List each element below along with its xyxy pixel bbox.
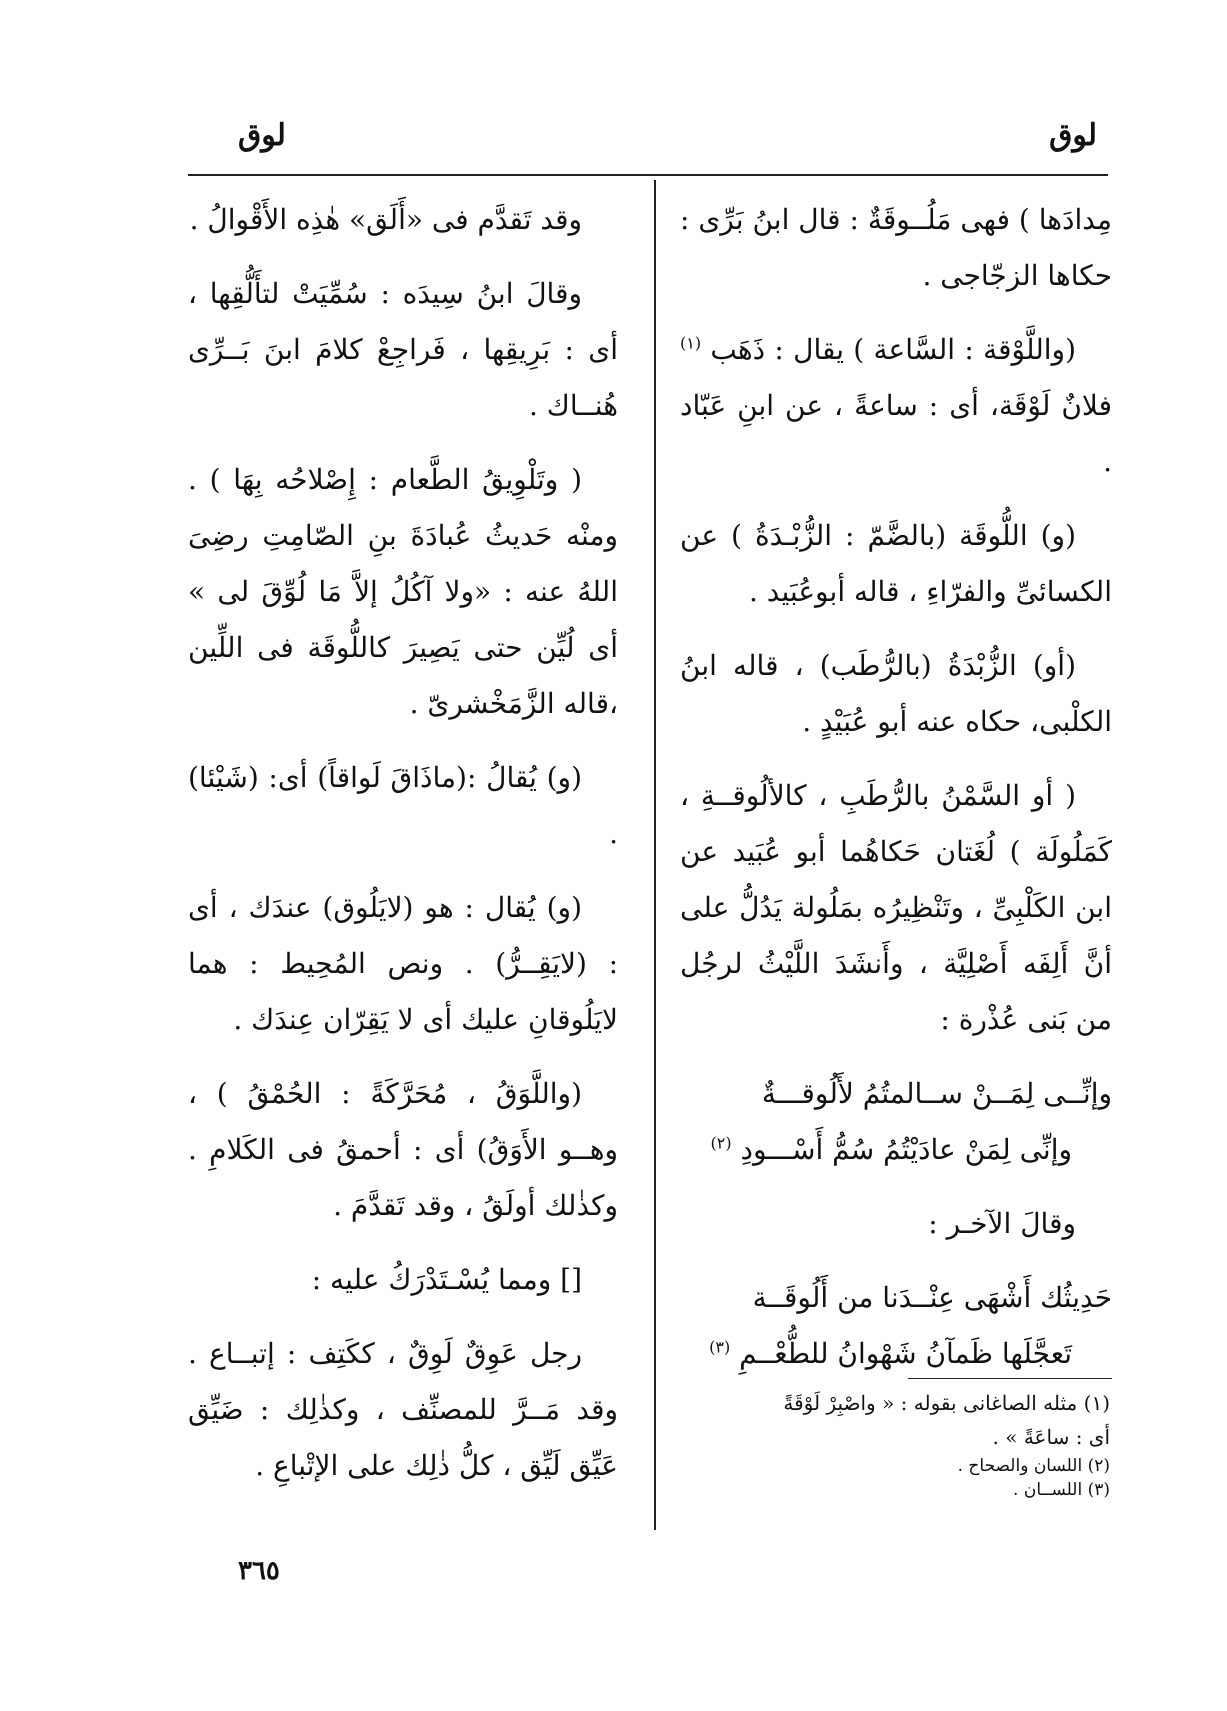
verse-2-line-2-text: تَعجَّلَها ظَمآنُ شَهْوانُ للطُّعْــمِ	[739, 1337, 1072, 1370]
verse-1-line-1: وإنِّــى لِمَــنْ ســالمتُمُ لأَلُوقـــةٌ	[761, 1077, 1112, 1110]
right-paragraph-1: مِدادَها ) فهى مَلُــوقَةٌ : قال ابنُ بَرِّى : حكاها الزجّاجى .	[680, 203, 1112, 292]
right-paragraph-5: ( أو السَّمْنُ بالرُّطَبِ ، كالألُوقــةِ ، كَمَلُولَة ) لُغَتان حَكاهُما أبو عُبَيد عن ابن الكَلْبِىِّ ، وتَنْظِيرُه بمَلُولة يَدُلُّ على أنَّ أَلِفَه أَصْلِيَّة ، وأَنشَدَ اللَّيْثُ لرجُل من بَنى عُذْرة :	[680, 779, 1112, 1036]
header-rule	[188, 174, 1108, 176]
right-paragraph-6: وقالَ الآخـر :	[928, 1207, 1076, 1240]
left-paragraph-3: ( وتَلْوِيقُ الطَّعام : إِصْلاحُه بِهَا ) . ومنْه حَديثُ عُبادَةَ بنِ الصّامِتِ رضِىَ اللهُ عنه : «ولا آكُلُ إلاَّ مَا لُوِّقَ لى » أى لُيِّن حتى يَصِيرَ كاللُّوقَة فى اللِّين ،قاله الزَّمَخْشرىّ .	[188, 463, 618, 720]
footnote-3: (٣) اللســان .	[1013, 1480, 1110, 1500]
right-paragraph-2-rest: فلانٌ لَوْقَة، أى : ساعةً ، عن ابنِ عَبّاد .	[680, 389, 1112, 478]
footnote-2: (٢) اللسان والصحاح .	[957, 1456, 1110, 1476]
left-paragraph-2: وقالَ ابنُ سِيدَه : سُمِّيَتْ لتأَلُّقِها ، أى : بَرِيقِها ، فَراجِعْ كلامَ ابنَ بَــرِّى هُنــاك .	[188, 277, 618, 422]
right-paragraph-2	[680, 322, 1112, 490]
page-number: ٣٦٥	[238, 1556, 280, 1586]
verse-1-line-2-text: وإنِّى لِمَنْ عادَيْتُمُ سُمُّ أَسْـــودِ	[740, 1133, 1072, 1166]
footnote-ref-3: (٣)	[709, 1337, 731, 1357]
left-paragraph-8: رجل عَوِقٌ لَوِقٌ ، ككَتِف : إتبــاع . وقد مَــرَّ للمصنِّف ، وكذٰلِك : ضَيِّق عَيِّق لَيِّق ، كلُّ ذٰلِك على الإتْباعِ .	[188, 1337, 618, 1482]
left-paragraph-5: (و) يُقال : هو (لايَلُوق) عندَك ، أى : (لايَقِــرُّ) . ونص المُحِيط : هما لايَلُوقانِ عليك أى لا يَقِرّان عِندَك .	[188, 891, 618, 1036]
left-paragraph-1: وقد تَقدَّم فى «أَلَق» هٰذِه الأَقْوالُ .	[189, 203, 582, 236]
footnote-rule	[908, 1378, 1112, 1379]
right-paragraph-2-text: (واللَّوْقة : السَّاعة ) يقال : ذَهَب	[710, 333, 1076, 366]
verse-1	[680, 1066, 1112, 1178]
left-paragraph-6: (واللَّوَقُ ، مُحَرَّكَةً : الحُمْقُ ) ، وهــو الأَوَقُ) أى : أحمقُ فى الكَلامِ . وكذٰلك أولَقُ ، وقد تَقدَّمَ .	[188, 1077, 618, 1222]
footnote-1-continued: أى : ساعَةً » .	[992, 1425, 1110, 1449]
left-paragraph-7: [] ومما يُسْـتَدْرَكُ عليه :	[311, 1263, 582, 1296]
verse-2-line-2	[680, 1326, 1112, 1382]
right-column	[680, 192, 1112, 1400]
footnote-ref-1: (١)	[680, 333, 702, 353]
verse-1-line-2	[680, 1122, 1112, 1178]
verse-2	[680, 1270, 1112, 1382]
left-column	[188, 192, 618, 1512]
header-right-word: لوق	[1049, 118, 1097, 153]
footnotes	[690, 1386, 1110, 1502]
right-paragraph-4: (أو) الزُّبْدَةُ (بالرُّطَب) ، قاله ابنُ الكلْبى، حكاه عنه أبو عُبَيْدٍ .	[680, 649, 1112, 738]
right-paragraph-3: (و) اللُّوقَة (بالضَّمّ : الزُّبْـدَةُ ) عن الكسائىِّ والفرّاءِ ، قاله أبوعُبَيد .	[680, 519, 1112, 608]
footnote-1: (١) مثله الصاغانى بقوله : « واصْبِرْ لَوْقَةً	[783, 1391, 1110, 1415]
left-paragraph-4: (و) يُقالُ :(ماذَاقَ لَواقاً) أى: (شَيْئا) .	[188, 761, 618, 850]
footnote-ref-2: (٢)	[710, 1133, 732, 1153]
column-divider	[654, 180, 656, 1530]
verse-2-line-1: حَدِيثُك أَشْهَى عِنْــدَنا من أَلُوقَــة	[752, 1281, 1112, 1314]
header-left-word: لوق	[238, 118, 286, 153]
